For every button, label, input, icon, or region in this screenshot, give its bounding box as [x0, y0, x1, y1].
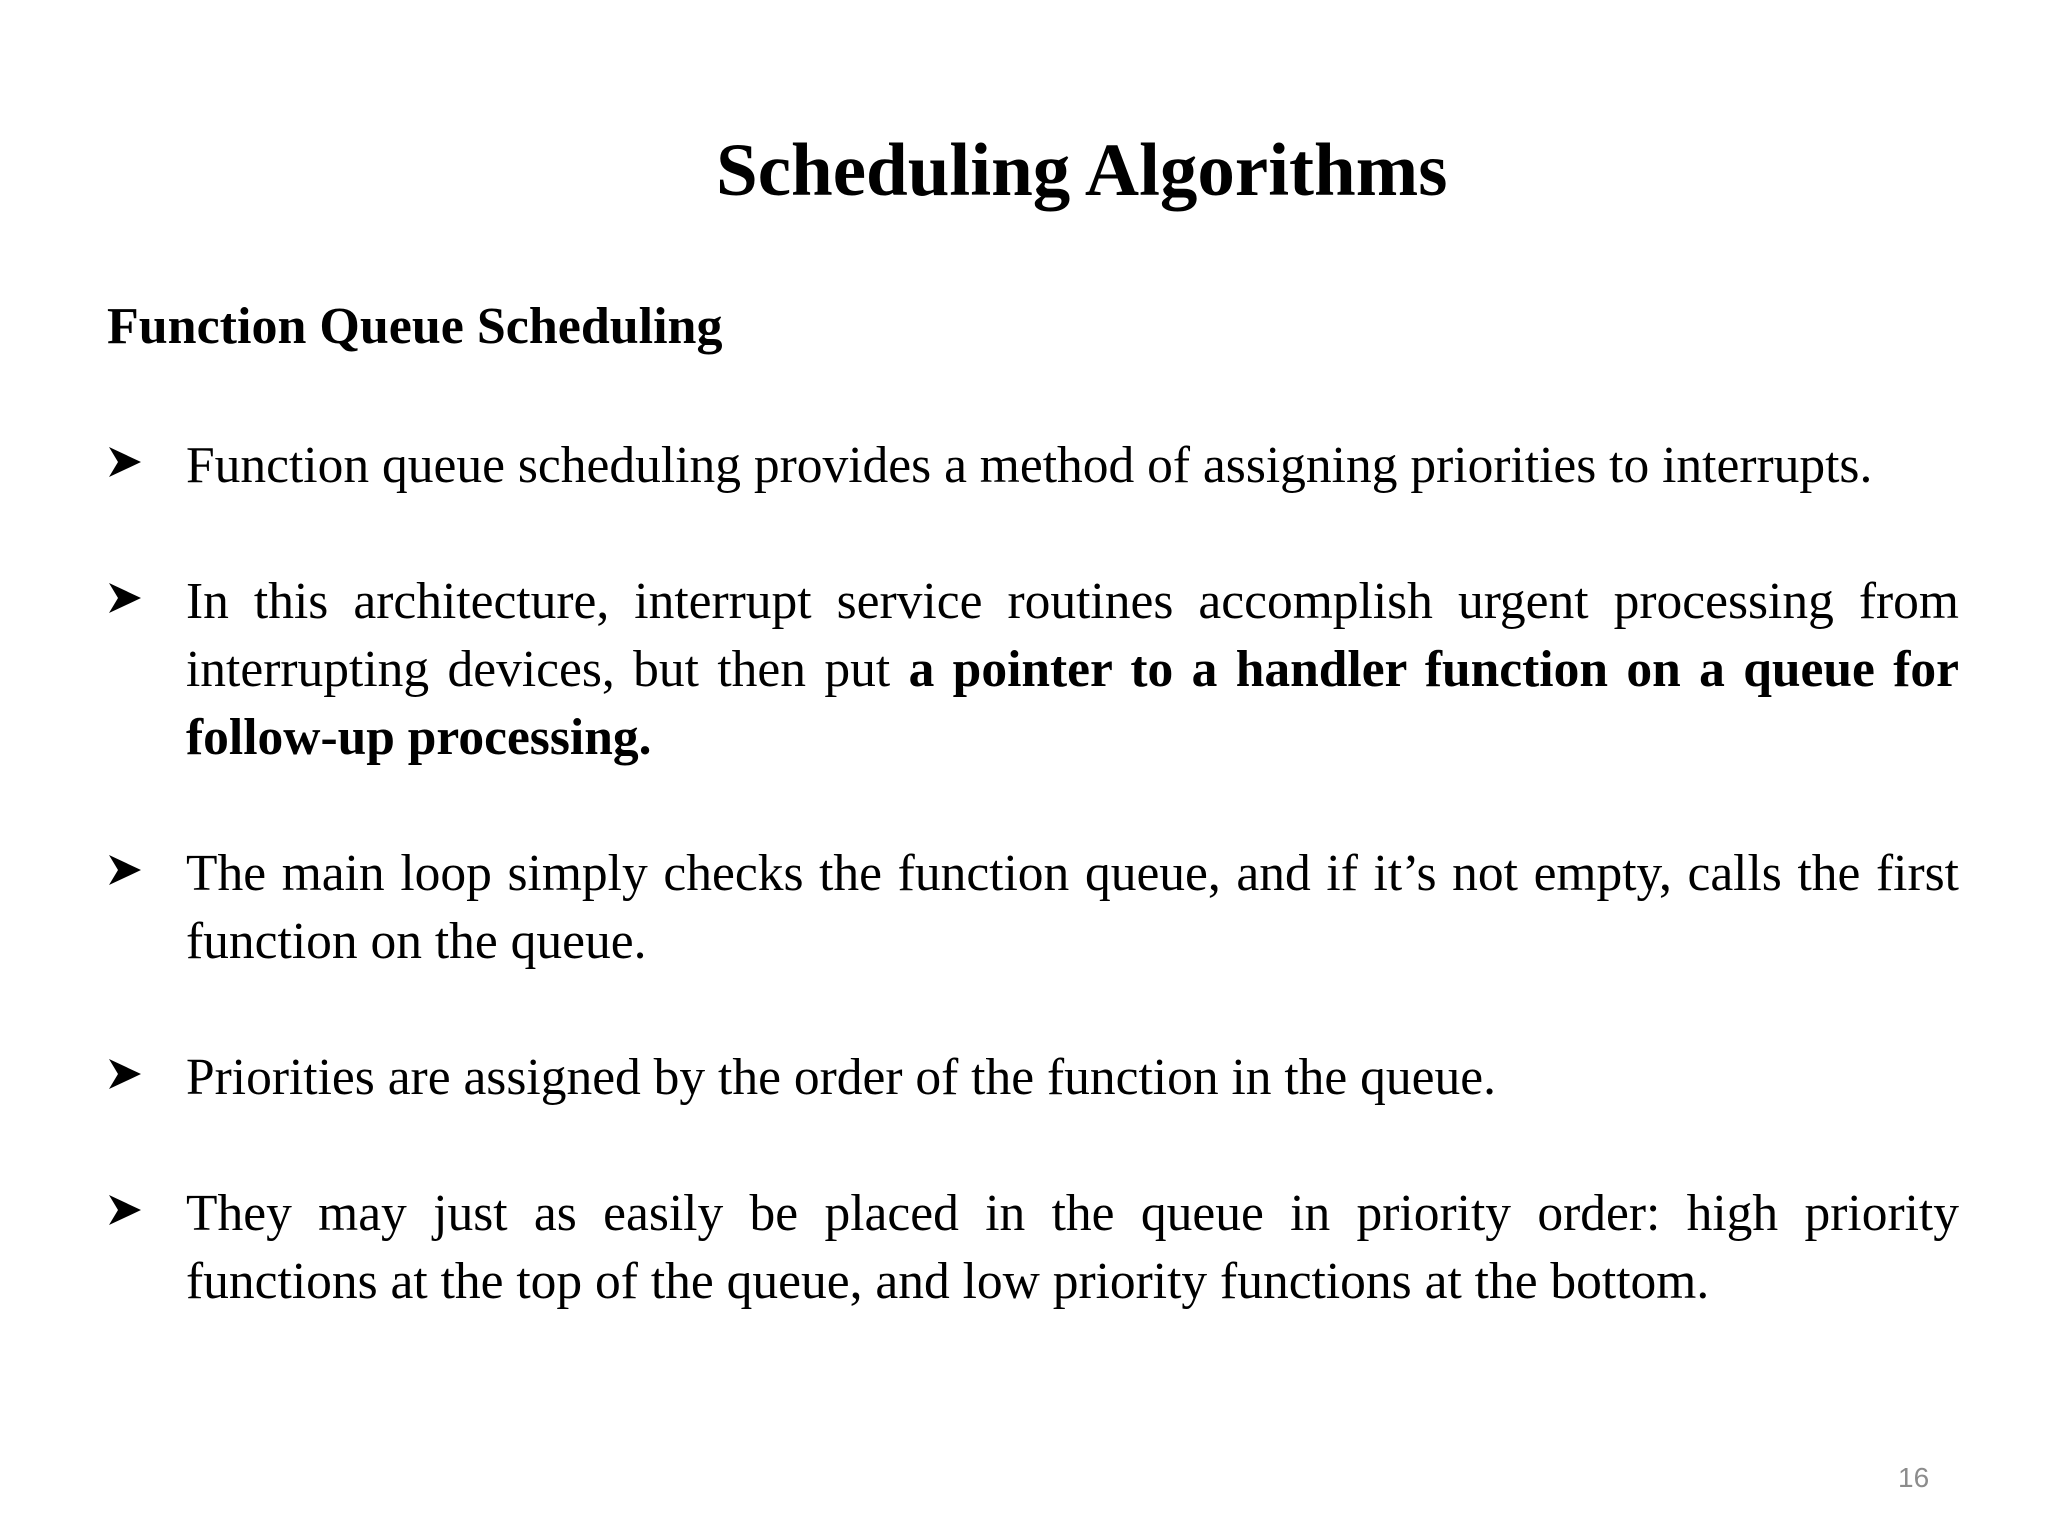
bullet-item [107, 1044, 1959, 1112]
bullet-text: They may just as easily be placed in the queue in priority order: high priority functions at the top of the queue, and low priority functions at the bottom. [186, 1185, 1959, 1310]
arrowhead-bullet-icon [107, 1056, 143, 1092]
bullet-item [107, 1180, 1959, 1316]
bullet-text: The main loop simply checks the function queue, and if it’s not empty, calls the first function on the queue. [186, 845, 1959, 970]
bullet-item [107, 568, 1959, 772]
arrowhead-bullet-icon [107, 1192, 143, 1228]
bullet-text: Function queue scheduling provides a method of assigning priorities to interrupts. [186, 437, 1873, 494]
bullet-list [107, 432, 1959, 1316]
section-heading: Function Queue Scheduling [107, 298, 723, 355]
slide-title: Scheduling Algorithms [716, 129, 1448, 212]
bullet-bold-text: a pointer to a handler function on a queue for follow-up processing. [186, 641, 1959, 766]
bullet-text: In this architecture, interrupt service routines accomplish urgent processing from interrupting devices, but then put [186, 573, 1959, 698]
arrowhead-bullet-icon [107, 444, 143, 480]
bullet-item [107, 840, 1959, 976]
page-number: 16 [1898, 1462, 1930, 1493]
arrowhead-bullet-icon [107, 580, 143, 616]
bullet-item [107, 432, 1959, 500]
bullet-text: Priorities are assigned by the order of the function in the queue. [186, 1049, 1497, 1106]
arrowhead-bullet-icon [107, 852, 143, 888]
